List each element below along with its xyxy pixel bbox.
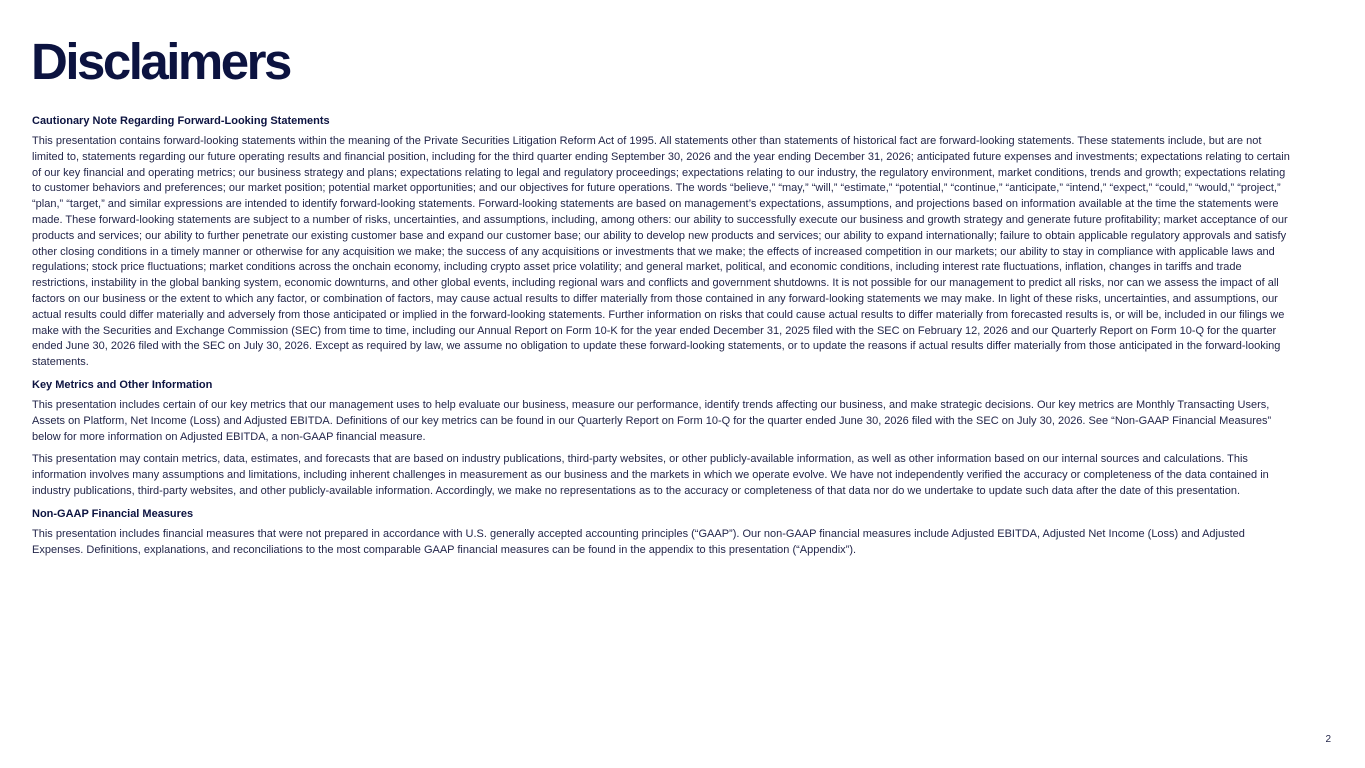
section-heading-non-gaap: Non-GAAP Financial Measures	[32, 507, 194, 520]
paragraph-key-metrics-definitions: This presentation includes certain of our key metrics that our management uses to help evaluate our business, measure our performance, identify trends affecting our business, and make strategic decisions. Our key metrics are Monthly Transacting Users, Assets on Platform, Net Income (Loss) and Adjusted EBITDA. Definitions of our key metrics can be found in our Quarterly Report on Form 10-Q for the quarter ended June 30, 2026 filed with the SEC on July 30, 2026. See “Non-GAAP Financial Measures” below for more information on Adjusted EBITDA, a non-GAAP financial measure.	[32, 398, 1272, 443]
section-non-gaap	[32, 506, 1294, 559]
section-key-metrics	[32, 377, 1294, 500]
disclaimer-body	[32, 113, 1294, 565]
paragraph-non-gaap: This presentation includes financial measures that were not prepared in accordance with U.S. generally accepted accounting principles (“GAAP”). Our non-GAAP financial measures include Adjusted EBITDA, Adjusted Net Income (Loss) and Adjusted Expenses. Definitions, explanations, and reconciliations to the most comparable GAAP financial measures can be found in the appendix to this presentation (“Appendix”).	[32, 527, 1245, 556]
section-heading-key-metrics: Key Metrics and Other Information	[32, 378, 213, 391]
section-heading-forward-looking: Cautionary Note Regarding Forward-Looking Statements	[32, 115, 330, 127]
page-title: Disclaimers	[31, 33, 290, 90]
page-number: 2	[1325, 734, 1331, 745]
section-forward-looking-statements	[32, 113, 1294, 371]
paragraph-key-metrics-data-sources: This presentation may contain metrics, data, estimates, and forecasts that are based on industry publications, third-party websites, or other publicly-available information, as well as other information based on our internal sources and calculations. This information involves many assumptions and limitations, including inherent challenges in measurement as our business and the markets in which we operate evolve. We have not independently verified the accuracy or completeness of the data contained in industry publications, third-party websites, and other publicly-available information. Accordingly, we make no representations as to the accuracy or completeness of that data nor do we undertake to update such data after the date of this presentation.	[32, 453, 1269, 497]
paragraph-forward-looking: This presentation contains forward-looking statements within the meaning of the Private Securities Litigation Reform Act of 1995. All statements other than statements of historical fact are forward-looking statements. These statements include, but are not limited to, statements regarding our future operating results and financial position, including for the third quarter ending September 30, 2026 and the year ending December 31, 2026; anticipated future expenses and investments; expectations relating to certain of our key financial and operating metrics; our business strategy and plans; expectations relating to legal and regulatory proceedings; expectations relating to our industry, the regulatory environment, market conditions, trends and growth; expectations relating to customer behaviors and preferences; our market position; potential market opportunities; and our objectives for future operations. The words “believe,” “may,” “will,” “estimate,” “potential,” “continue,” “anticipate,” “intend,” “expect,” “could,” “would,” “project,” “plan,” “target,” and similar expressions are intended to identify forward-looking statements. Forward-looking statements are based on management’s expectations, assumptions, and projections based on information available at the time the statements were made. These forward-looking statements are subject to a number of risks, uncertainties, and assumptions, including, among others: our ability to successfully execute our business and growth strategy and generate future profitability; market acceptance of our products and services; our ability to further penetrate our existing customer base and expand our customer base; our ability to develop new products and services; our ability to expand internationally; failure to obtain applicable regulatory approvals and satisfy other closing conditions in a timely manner or otherwise for any acquisition we make; the success of any acquisitions or investments that we make; the effects of increased competition in our markets; our ability to stay in compliance with applicable laws and regulations; stock price fluctuations; market conditions across the onchain economy, including crypto asset price volatility; and general market, political, and economic conditions, including interest rate fluctuations, inflation, changes in tariffs and trade restrictions, instability in the global banking system, economic downturns, and other global events, including regional wars and conflicts and government shutdowns. It is not possible for our management to predict all risks, nor can we assess the impact of all factors on our business or the extent to which any factor, or combination of factors, may cause actual results to differ materially from those contained in any forward-looking statements we may make. In light of these risks, uncertainties, and assumptions, our actual results could differ materially and adversely from those anticipated or implied in the forward-looking statements. Further information on risks that could cause actual results to differ materially from forecasted results is, or will be, included in our filings we make with the Securities and Exchange Commission (SEC) from time to time, including our Annual Report on Form 10-K for the year ended December 31, 2025 filed with the SEC on February 12, 2026 and our Quarterly Report on Form 10-Q for the quarter ended June 30, 2026 filed with the SEC on July 30, 2026. Except as required by law, we assume no obligation to update these forward-looking statements, or to update the reasons if actual results differ materially from those anticipated in the forward-looking statements.	[32, 135, 1290, 369]
